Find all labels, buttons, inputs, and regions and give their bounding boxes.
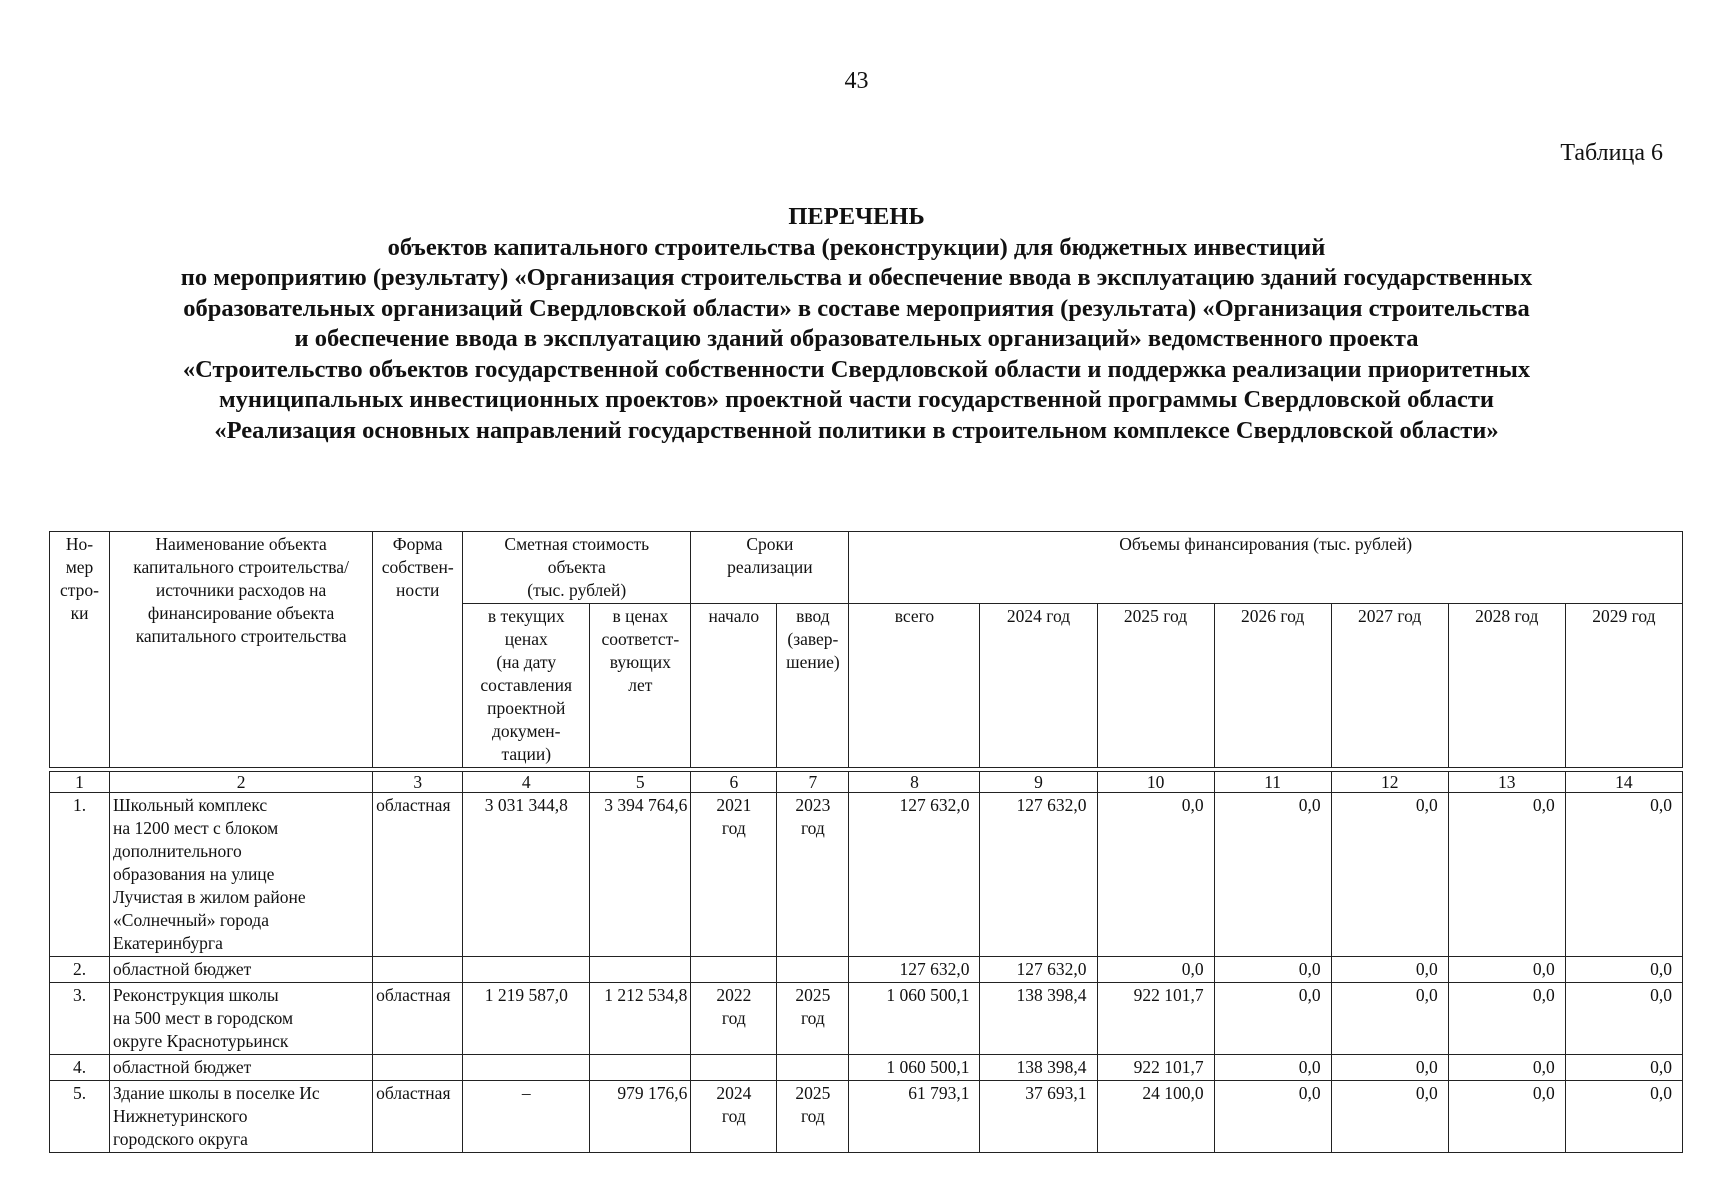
object-name-cell: областной бюджет: [110, 957, 373, 983]
cost-years-cell: 3 394 764,6: [590, 793, 691, 957]
year-2028-cell: 0,0: [1448, 1055, 1565, 1081]
column-number-cell: 7: [777, 772, 849, 793]
column-number-cell: 2: [110, 772, 373, 793]
header-year-2027: 2027 год: [1331, 604, 1448, 768]
column-number-cell: 8: [849, 772, 980, 793]
column-number-cell: 10: [1097, 772, 1214, 793]
object-name-cell: Реконструкция школы на 500 мест в городском округе Краснотурьинск: [110, 983, 373, 1055]
finish-cell: 2025 год: [777, 983, 849, 1055]
heading-line: «Строительство объектов государственной собственности Свердловской области и поддержка реализации приоритетных: [182, 355, 1531, 383]
year-2026-cell: 0,0: [1214, 957, 1331, 983]
heading-line: муниципальных инвестиционных проектов» проектной части государственной программы Свердловской области: [218, 386, 1495, 413]
year-2026-cell: 0,0: [1214, 983, 1331, 1055]
column-number-cell: 1: [50, 772, 110, 793]
year-2028-cell: 0,0: [1448, 1081, 1565, 1153]
year-2024-cell: 138 398,4: [980, 983, 1097, 1055]
year-2025-cell: 24 100,0: [1097, 1081, 1214, 1153]
column-numbers-row: [50, 772, 1683, 793]
investment-table: [49, 531, 1683, 1153]
table-row: [50, 983, 1683, 1055]
table-label: Таблица 6: [1560, 140, 1663, 166]
year-2024-cell: 127 632,0: [980, 957, 1097, 983]
column-number-cell: 12: [1331, 772, 1448, 793]
cost-current-cell: 3 031 344,8: [463, 793, 590, 957]
header-year-2028: 2028 год: [1448, 604, 1565, 768]
heading-line: образовательных организаций Свердловской области» в составе мероприятия (результата) «Организация строительства: [183, 294, 1530, 322]
year-2027-cell: 0,0: [1331, 793, 1448, 957]
finish-cell: 2025 год: [777, 1081, 849, 1153]
cost-years-cell: 1 212 534,8: [590, 983, 691, 1055]
page-number: 43: [844, 68, 869, 94]
object-name-cell: областной бюджет: [110, 1055, 373, 1081]
row-number-cell: 1.: [50, 793, 110, 957]
year-2027-cell: 0,0: [1331, 983, 1448, 1055]
column-number-cell: 5: [590, 772, 691, 793]
start-cell: [691, 957, 777, 983]
ownership-cell: областная: [373, 793, 463, 957]
header-year-2024: 2024 год: [980, 604, 1097, 768]
header-year-2026: 2026 год: [1214, 604, 1331, 768]
cost-current-cell: –: [463, 1081, 590, 1153]
total-cell: 127 632,0: [849, 793, 980, 957]
row-number-cell: 4.: [50, 1055, 110, 1081]
header-total: всего: [849, 604, 980, 768]
year-2025-cell: 0,0: [1097, 957, 1214, 983]
year-2025-cell: 0,0: [1097, 793, 1214, 957]
year-2025-cell: 922 101,7: [1097, 1055, 1214, 1081]
total-cell: 1 060 500,1: [849, 1055, 980, 1081]
total-cell: 127 632,0: [849, 957, 980, 983]
year-2026-cell: 0,0: [1214, 793, 1331, 957]
cost-years-cell: [590, 1055, 691, 1081]
cost-current-cell: [463, 1055, 590, 1081]
header-ownership: Форма собствен- ности: [373, 532, 463, 768]
row-number-cell: 5.: [50, 1081, 110, 1153]
finish-cell: 2023 год: [777, 793, 849, 957]
year-2026-cell: 0,0: [1214, 1055, 1331, 1081]
heading-title: ПЕРЕЧЕНЬ: [788, 203, 925, 230]
finish-cell: [777, 957, 849, 983]
table-row: [50, 1055, 1683, 1081]
column-number-cell: 11: [1214, 772, 1331, 793]
column-number-cell: 6: [691, 772, 777, 793]
ownership-cell: [373, 957, 463, 983]
year-2028-cell: 0,0: [1448, 957, 1565, 983]
heading-line: по мероприятию (результату) «Организация строительства и обеспечение ввода в эксплуатацию зданий государственных: [180, 264, 1533, 291]
cost-years-cell: [590, 957, 691, 983]
ownership-cell: областная: [373, 983, 463, 1055]
header-cost-current: в текущих ценах (на дату составления проектной докумен- тации): [463, 604, 590, 768]
year-2027-cell: 0,0: [1331, 1055, 1448, 1081]
header-row-number: Но- мер стро- ки: [50, 532, 110, 768]
year-2029-cell: 0,0: [1565, 793, 1682, 957]
header-start: начало: [691, 604, 777, 768]
finish-cell: [777, 1055, 849, 1081]
header-year-2025: 2025 год: [1097, 604, 1214, 768]
table-row: [50, 1081, 1683, 1153]
row-number-cell: 3.: [50, 983, 110, 1055]
column-number-cell: 3: [373, 772, 463, 793]
header-year-2029: 2029 год: [1565, 604, 1682, 768]
year-2029-cell: 0,0: [1565, 1081, 1682, 1153]
year-2024-cell: 127 632,0: [980, 793, 1097, 957]
cost-years-cell: 979 176,6: [590, 1081, 691, 1153]
column-number-cell: 9: [980, 772, 1097, 793]
start-cell: 2021 год: [691, 793, 777, 957]
column-number-cell: 13: [1448, 772, 1565, 793]
object-name-cell: Школьный комплекс на 1200 мест с блоком дополнительного образования на улице Лучистая в жилом районе «Солнечный» города Екатеринбурга: [110, 793, 373, 957]
cost-current-cell: [463, 957, 590, 983]
year-2024-cell: 37 693,1: [980, 1081, 1097, 1153]
table-row: [50, 957, 1683, 983]
header-funding: Объемы финансирования (тыс. рублей): [849, 532, 1683, 604]
start-cell: 2024 год: [691, 1081, 777, 1153]
start-cell: 2022 год: [691, 983, 777, 1055]
year-2028-cell: 0,0: [1448, 793, 1565, 957]
header-estimated-cost: Сметная стоимость объекта (тыс. рублей): [463, 532, 691, 604]
object-name-cell: Здание школы в поселке Ис Нижнетуринского городского округа: [110, 1081, 373, 1153]
start-cell: [691, 1055, 777, 1081]
year-2029-cell: 0,0: [1565, 1055, 1682, 1081]
year-2029-cell: 0,0: [1565, 983, 1682, 1055]
header-cost-years: в ценах соответст- вующих лет: [590, 604, 691, 768]
year-2025-cell: 922 101,7: [1097, 983, 1214, 1055]
year-2026-cell: 0,0: [1214, 1081, 1331, 1153]
column-number-cell: 14: [1565, 772, 1682, 793]
header-terms: Сроки реализации: [691, 532, 849, 604]
ownership-cell: [373, 1055, 463, 1081]
year-2027-cell: 0,0: [1331, 1081, 1448, 1153]
heading-line: и обеспечение ввода в эксплуатацию зданий образовательных организаций» ведомственного проекта: [294, 325, 1419, 352]
year-2028-cell: 0,0: [1448, 983, 1565, 1055]
table-row: [50, 793, 1683, 957]
year-2024-cell: 138 398,4: [980, 1055, 1097, 1081]
year-2029-cell: 0,0: [1565, 957, 1682, 983]
total-cell: 1 060 500,1: [849, 983, 980, 1055]
heading-line: объектов капитального строительства (реконструкции) для бюджетных инвестиций: [387, 233, 1326, 261]
header-finish: ввод (завер- шение): [777, 604, 849, 768]
column-number-cell: 4: [463, 772, 590, 793]
ownership-cell: областная: [373, 1081, 463, 1153]
header-object-name: Наименование объекта капитального строительства/ источники расходов на финансирование объекта капитального строительства: [110, 532, 373, 768]
year-2027-cell: 0,0: [1331, 957, 1448, 983]
row-number-cell: 2.: [50, 957, 110, 983]
cost-current-cell: 1 219 587,0: [463, 983, 590, 1055]
total-cell: 61 793,1: [849, 1081, 980, 1153]
heading-line: «Реализация основных направлений государственной политики в строительном комплексе Свердловской области»: [214, 416, 1499, 444]
document-heading: [40, 202, 1673, 446]
